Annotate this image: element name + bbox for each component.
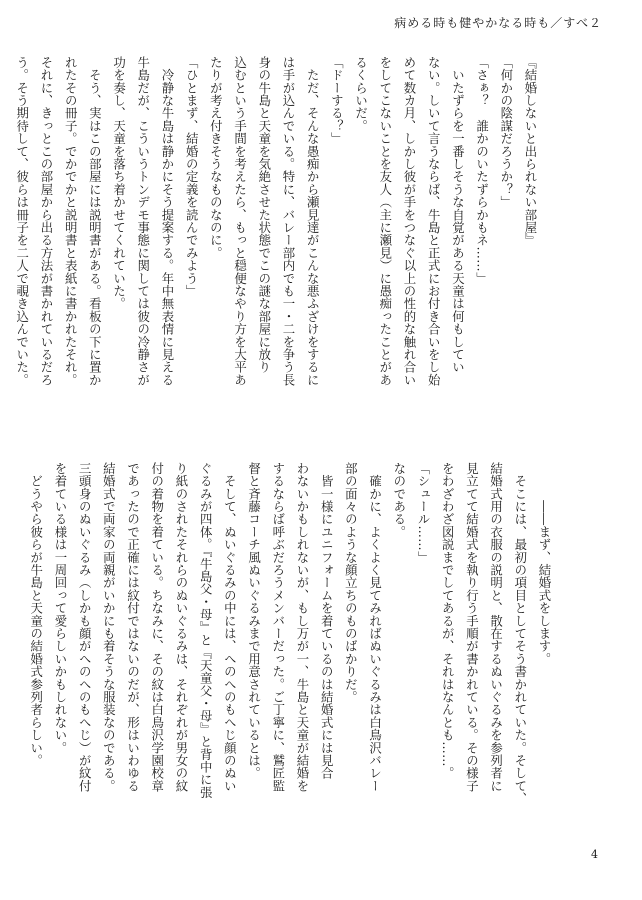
text-line: そこには、最初の項目としてそう書かれていた。そして、 — [512, 462, 528, 805]
running-title: 病める時も健やかなる時も／すべ２ — [394, 16, 602, 30]
text-line: どうやら彼らが牛島と天童の結婚式参列者らしい。 — [28, 462, 44, 767]
text-line: 結婚式で両家の両親がいかにも着そうな服装なのである。 — [101, 462, 117, 793]
text-line: 牛島だが、こういうトンデモ事態に関しては彼の冷静さが — [135, 56, 151, 387]
text-line: 見立てて結婚式を執り行う手順が書かれている。その様子 — [464, 462, 480, 793]
text-line: う。そう期待して、彼らは冊子を二人で覗き込んでいた。 — [14, 56, 30, 387]
text-line: 督と斉藤コーチ風ぬいぐるみまで用意されているとは。 — [246, 462, 262, 780]
text-line: 三頭身のぬいぐるみ（しかも顔がへのへのもへじ）が紋付 — [77, 462, 93, 793]
text-line: するならば呼ぶだろうメンバーだった。ご丁寧に、鷲匠監 — [270, 462, 286, 793]
text-line: 「さぁ？ 誰かのいたずらかもネ……」 — [474, 56, 490, 285]
text-line: 功を奏し、天童を落ち着かせてくれていた。 — [111, 56, 127, 310]
text-line: 『結婚しないと出られない部屋』 — [523, 56, 538, 247]
text-line: 部の面々のような顔立ちのものばかりだ。 — [343, 462, 359, 704]
text-line: は手が込んでいる。特に、バレー部内でも一・二を争う長 — [280, 56, 296, 387]
text-line: ――まず、結婚式をします。 — [537, 462, 552, 666]
text-line: るくらいだ。 — [353, 56, 369, 133]
text-line: 「何かの陰謀だろうか？」 — [498, 56, 514, 209]
bottom-text-block — [28, 462, 556, 814]
text-line: ただ、そんな愚痴から瀬見達がこんな悪ふざけをするに — [305, 56, 321, 387]
text-line: めて数カ月、しかし彼が手をつなぐ以上の性的な触れ合い — [401, 56, 417, 387]
text-line: 「ひとまず、結婚の定義を読んでみよう」 — [184, 56, 200, 298]
text-line: たりが考え付きそうなものなのに。 — [208, 56, 224, 260]
text-line: それに、きっとこの部屋から出る方法が書かれているだろ — [38, 56, 54, 387]
text-line: いたずらを一番しそうな自覚がある天童は何もしてい — [450, 56, 466, 374]
text-line: 身の牛島と天童を気絶させた状態でこの謎な部屋に放り — [256, 56, 272, 374]
text-line: を着ている様は一周回って愛らしいかもしれない。 — [52, 462, 68, 755]
text-line: わないかもしれないが、もし万が一、牛島と天童が結婚を — [294, 462, 310, 793]
text-line: 込むという手間を考えたら、もっと穏便なやり方を大平あ — [232, 56, 248, 387]
text-line: り紙のされたそれらのぬいぐるみは、それぞれが男女の紋 — [173, 462, 189, 793]
text-line: そう、実はこの部屋には説明書がある。看板の下に置か — [87, 56, 103, 387]
text-line: 冷静な牛島は静かにそう提案する。年中無表情に見える — [159, 56, 175, 387]
text-line: そして、ぬいぐるみの中には、へのへのもへじ顔のぬい — [222, 462, 238, 793]
text-line: 「シュール……」 — [415, 462, 431, 564]
text-line: 「ドーする？」 — [329, 56, 345, 145]
text-line: であったので正確には紋付ではないのだが、形はいわゆる — [125, 462, 141, 793]
top-text-block — [14, 56, 542, 396]
text-line: 皆一様にユニフォームを着ているのは結婚式には見合 — [319, 462, 335, 780]
text-line: 確かに、よくよく見てみればぬいぐるみは白鳥沢バレー — [367, 462, 383, 793]
page-number: 4 — [591, 848, 598, 861]
text-line: をわざわざ図説までしてあるが、それはなんとも……。 — [440, 462, 456, 780]
text-line: れたその冊子。でかでかと説明書と表紙に書かれたそれ。 — [63, 56, 79, 387]
text-line: ない。しいて言うならば、牛島と正式にお付き合いをし始 — [426, 56, 442, 387]
text-line: をしてこないことを友人（主に瀬見）に愚痴ったことがあ — [377, 56, 393, 387]
text-line: 結婚式用の衣服の説明と、散在するぬいぐるみを参列者に — [488, 462, 504, 793]
text-line: 付の着物を着ている。ちなみに、その紋は白鳥沢学園校章 — [149, 462, 165, 793]
text-line: なのである。 — [391, 462, 407, 539]
text-line: ぐるみが四体。『牛島父・母』と『天童父・母』と背中に張 — [198, 462, 214, 799]
